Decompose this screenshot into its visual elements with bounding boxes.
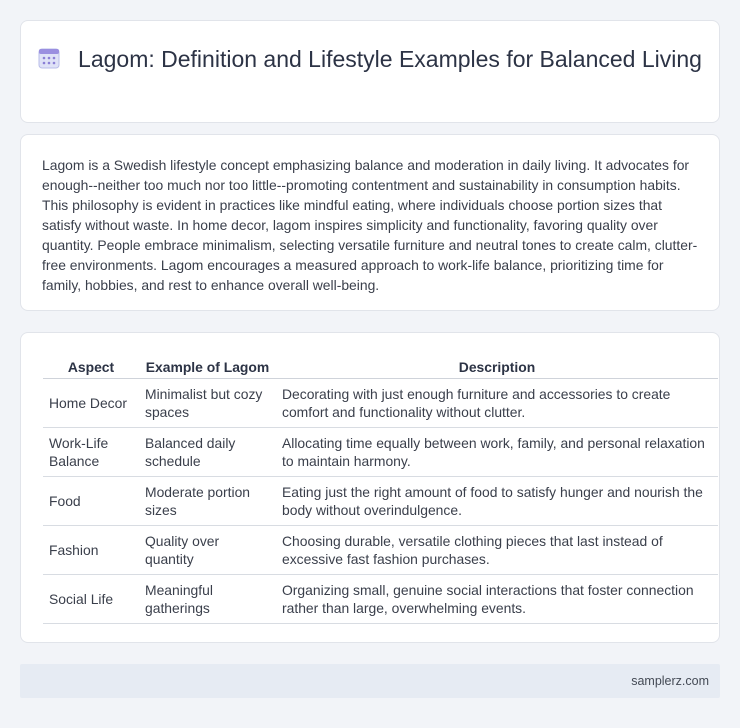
table-row [43,525,718,574]
cell-example: Minimalist but cozy spaces [139,378,276,427]
cell-description: Allocating time equally between work, family, and personal relaxation to maintain harmony. [276,427,718,476]
cell-aspect: Home Decor [43,378,139,427]
intro-card [20,134,720,311]
cell-description: Choosing durable, versatile clothing pieces that last instead of excessive fast fashion purchases. [276,525,718,574]
table-header-row [43,351,718,378]
lagom-table [43,351,718,624]
cell-example: Quality over quantity [139,525,276,574]
footer-bar [20,664,720,698]
column-header-description: Description [276,351,718,378]
cell-aspect: Fashion [43,525,139,574]
column-header-example: Example of Lagom [139,351,276,378]
cell-description: Decorating with just enough furniture and accessories to create comfort and functionality without clutter. [276,378,718,427]
cell-aspect: Work-Life Balance [43,427,139,476]
table-row [43,476,718,525]
cell-example: Balanced daily schedule [139,427,276,476]
title-card [20,20,720,123]
footer-site-link[interactable]: samplerz.com [631,674,709,688]
cell-description: Eating just the right amount of food to satisfy hunger and nourish the body without overindulgence. [276,476,718,525]
cell-aspect: Social Life [43,574,139,623]
calendar-icon [38,47,60,69]
table-row [43,427,718,476]
table-row [43,378,718,427]
cell-example: Moderate portion sizes [139,476,276,525]
page-title [21,45,719,74]
page-title-text: Lagom: Definition and Lifestyle Examples for Balanced Living [78,46,702,72]
intro-paragraph: Lagom is a Swedish lifestyle concept emphasizing balance and moderation in daily living. It advocates for enough--neither too much nor too little--promoting contentment and sustainability in consumption habits. This philosophy is evident in practices like mindful eating, where individuals choose portion sizes that satisfy without waste. In home decor, lagom inspires simplicity and functionality, favoring quality over quantity. People embrace minimalism, selecting versatile furniture and neutral tones to create calm, clutter-free environments. Lagom encourages a measured approach to work-life balance, prioritizing time for family, hobbies, and rest to enhance overall well-being. [42,157,698,293]
cell-description: Organizing small, genuine social interactions that foster connection rather than large, overwhelming events. [276,574,718,623]
table-row [43,574,718,623]
table-card [20,332,720,643]
cell-aspect: Food [43,476,139,525]
cell-example: Meaningful gatherings [139,574,276,623]
column-header-aspect: Aspect [43,351,139,378]
